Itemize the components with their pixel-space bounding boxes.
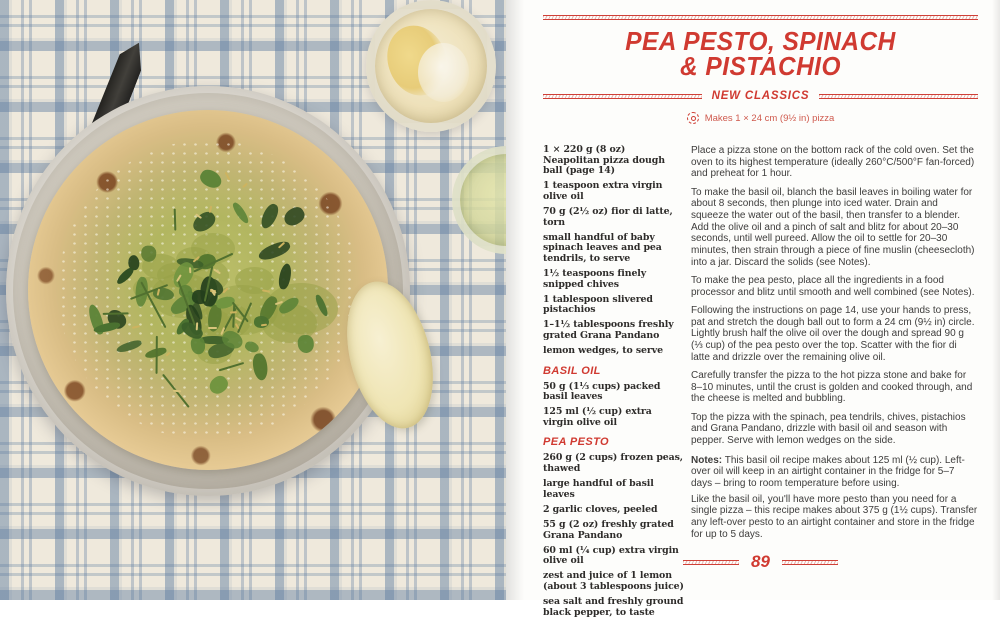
category-divider-right	[819, 94, 978, 99]
drink-glass	[366, 0, 496, 132]
section-heading-pea-pesto: PEA PESTO	[543, 436, 609, 449]
recipe-title-line2: & PISTACHIO	[680, 51, 841, 81]
category-label: NEW CLASSICS	[711, 90, 810, 102]
ingredient-item: zest and juice of 1 lemon (about 3 tablespoons juice)	[543, 570, 684, 592]
ingredient-item: large handful of basil leaves	[543, 478, 654, 500]
notes-label: Notes:	[691, 454, 723, 466]
category-divider-left	[543, 94, 702, 99]
recipe-page	[506, 0, 1000, 618]
method-paragraph: Carefully transfer the pizza to the hot pizza stone and bake for 8–10 minutes, until the crust is golden and cooked through, and the cheese is melted and bubbling.	[691, 369, 973, 405]
recipe-title	[556, 26, 965, 81]
section-heading-basil-oil: BASIL OIL	[543, 364, 601, 377]
page-number: 89	[751, 552, 770, 571]
ingredient-item: 1 tablespoon slivered pistachios	[543, 293, 653, 316]
ingredient-item: 50 g (1⅓ cups) packed basil leaves	[543, 380, 661, 403]
method-paragraph: To make the basil oil, blanch the basil leaves in boiling water for about 8 seconds, then plunge into iced water. Drain and squeeze the water out of the basil, then transfer to a blender. Add the olive oil and a pinch of salt and blitz for about 20–30 seconds, until well pureed. Allow the oil to settle for 20–30 minutes, then strain through a piece of fine muslin (cheesecloth) into a jar. Discard the solids (see Notes).	[691, 186, 975, 268]
recipe-title-line1: PEA PESTO, SPINACH	[625, 26, 896, 56]
ingredient-item: sea salt and freshly ground black pepper, to taste	[543, 596, 684, 618]
ingredient-item: 1–1½ tablespoons freshly grated Grana Pandano	[543, 319, 674, 341]
ingredient-item: 260 g (2 cups) frozen peas, thawed	[543, 452, 683, 475]
yield-row	[543, 112, 978, 124]
ingredient-item: 2 garlic cloves, peeled	[543, 503, 658, 515]
cream-top	[418, 43, 470, 102]
makes-icon	[687, 112, 699, 124]
ingredient-item: 125 ml (½ cup) extra virgin olive oil	[543, 406, 652, 428]
second-drink-glass	[452, 146, 506, 254]
note-2: Like the basil oil, you'll have more pesto than you need for a single pizza – this recipe makes about 375 g (1½ cups). Transfer any left-over pesto to an airtight container and store in the fridge for up to 5 days.	[691, 493, 978, 540]
ingredient-item: small handful of baby spinach leaves and pea tendrils, to serve	[543, 231, 662, 264]
pizza-photo	[0, 0, 506, 600]
footer-divider-left	[683, 560, 739, 565]
ingredient-item: 55 g (2 oz) freshly grated Grana Pandano	[543, 518, 674, 541]
ingredient-item: lemon wedges, to serve	[543, 345, 663, 356]
method-paragraph: Following the instructions on page 14, use your hands to press, pat and stretch the dough ball out to form a 24 cm (9½ in) circle. Lightly brush half the olive oil over the dough and spread 90 g (⅓ cup) of the pea pesto over the top. Scatter with the fior di latte and drizzle over the remaining olive oil.	[691, 304, 975, 363]
ingredient-item: 1 teaspoon extra virgin olive oil	[543, 180, 663, 202]
method-paragraph: To make the pea pesto, place all the ingredients in a food processor and blitz until smooth and well combined (see Notes).	[691, 275, 975, 298]
method-paragraph: Place a pizza stone on the bottom rack of the cold oven. Set the oven to its highest temperature (ideally 260°C/500°F fan-forced) and preheat for 1 hour.	[691, 145, 975, 180]
method-paragraph: Top the pizza with the spinach, pea tendrils, chives, pistachios and Grana Pandano, drizzle with basil oil and season with pepper. Serve with lemon wedges on the side.	[691, 411, 966, 446]
ingredient-item: 1½ teaspoons finely snipped chives	[543, 267, 647, 290]
category-banner	[543, 90, 978, 102]
ingredient-item: 60 ml (¼ cup) extra virgin olive oil	[543, 544, 679, 567]
notes-block	[691, 455, 978, 541]
yield-text: Makes 1 × 24 cm (9½ in) pizza	[704, 112, 835, 124]
pizza-toppings	[28, 110, 388, 470]
ingredient-item: 70 g (2½ oz) fior di latte, torn	[543, 205, 673, 228]
footer-divider-right	[782, 560, 838, 565]
ingredient-item: 1 × 220 g (8 oz) Neapolitan pizza dough ball (page 14)	[543, 144, 665, 177]
page-footer	[543, 552, 978, 572]
note-1: Notes: This basil oil recipe makes about 125 ml (½ cup). Left-over oil will keep in an airtight container in the fridge for 5–7 days – bring to room temperature before using.	[691, 454, 965, 490]
top-divider	[543, 15, 978, 20]
